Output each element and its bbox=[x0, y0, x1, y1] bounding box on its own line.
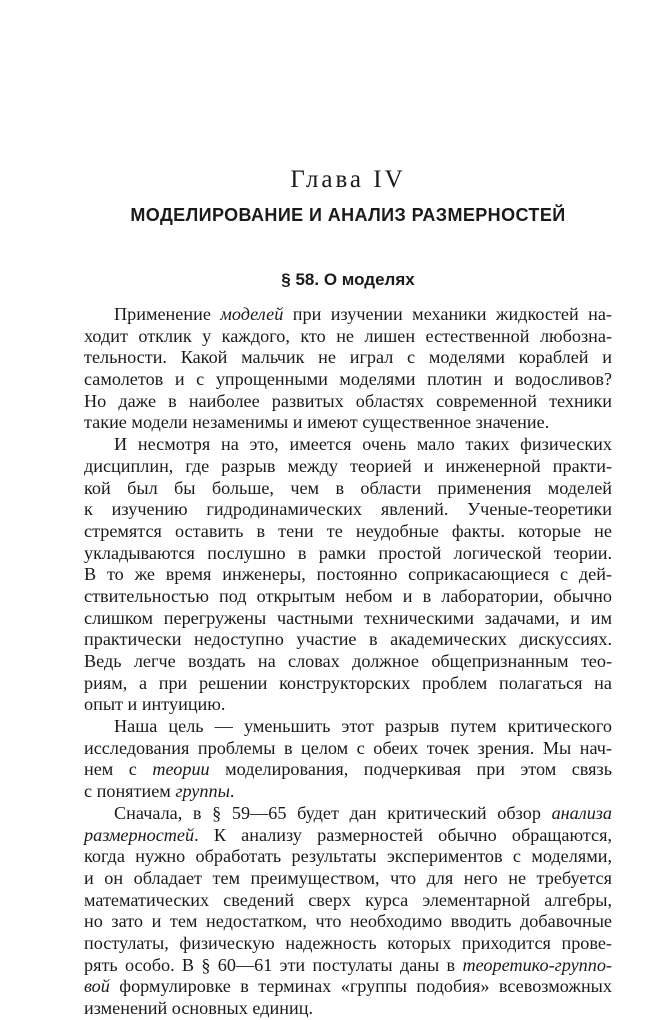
section-title: § 58. О моделях bbox=[281, 270, 415, 289]
text-line: когда нужно обработать результаты экспериментов с моделями, bbox=[84, 846, 612, 867]
text-line: Сначала, в § 59—65 будет дан критический обзор анализа bbox=[114, 802, 612, 823]
text-line: постулаты, физическую надежность которых приходится прове- bbox=[84, 932, 612, 953]
text-line: ходит отклик у каждого, кто не лишен естественной любозна- bbox=[84, 325, 612, 346]
text-line: исследования проблемы в целом с обеих точек зрения. Мы нач- bbox=[84, 737, 612, 758]
text-line: тельности. Какой мальчик не играл с моделями кораблей и bbox=[84, 347, 612, 368]
text-line: Но даже в наиболее развитых областях современной техники bbox=[84, 390, 612, 411]
text-line: с понятием группы. bbox=[84, 781, 235, 802]
text-line: рять особо. В § 60—61 эти постулаты даны в теоретико-группо- bbox=[84, 954, 612, 975]
text-line: Применение моделей при изучении механики жидкостей на- bbox=[114, 304, 612, 324]
text-line: слишком перегружены частными техническими задачами, и им bbox=[84, 607, 612, 628]
chapter-title: МОДЕЛИРОВАНИЕ И АНАЛИЗ РАЗМЕРНОСТЕЙ bbox=[130, 205, 566, 225]
chapter-label: Глава IV bbox=[290, 166, 406, 193]
text-line: Ведь легче воздать на словах должное общепризнанным тео- bbox=[84, 651, 612, 671]
text-line: изменений основных единиц. bbox=[84, 998, 313, 1018]
text-line: но зато и тем недостатком, что необходимо вводить добавочные bbox=[84, 911, 612, 932]
text-line: укладываются послушно в рамки простой логической теории. bbox=[84, 542, 612, 563]
text-line: В то же время инженеры, постоянно соприкасающиеся с дей- bbox=[84, 564, 612, 585]
text-line: нем с теории моделирования, подчеркивая при этом связь bbox=[84, 759, 612, 780]
text-line: размерностей. К анализу размерностей обычно обращаются, bbox=[84, 824, 612, 845]
text-line: риям, а при решении конструкторских проблем полагаться на bbox=[84, 672, 612, 693]
text-line: вой формулировке в терминах «группы подобия» всевозможных bbox=[84, 976, 612, 997]
text-line: кой был бы больше, чем в области применения моделей bbox=[84, 477, 612, 498]
text-line: дисциплин, где разрыв между теорией и инженерной практи- bbox=[84, 455, 612, 476]
text-line: И несмотря на это, имеется очень мало таких физических bbox=[114, 434, 612, 455]
text-line: практически недоступно участие в академических дискуссиях. bbox=[84, 629, 612, 650]
text-line: такие модели незаменимы и имеют существенное значение. bbox=[84, 412, 550, 433]
text-line: математических сведений сверх курса элементарной алгебры, bbox=[84, 889, 612, 910]
text-line: стремятся оставить в тени те неудобные факты. которые не bbox=[84, 520, 612, 541]
text-line: и он обладает тем преимуществом, что для него не требуется bbox=[84, 867, 612, 888]
text-line: к изучению гидродинамических явлений. Ученые-теоретики bbox=[84, 499, 612, 520]
text-line: самолетов и с упрощенными моделями плотин и водосливов? bbox=[84, 369, 612, 390]
text-line: Наша цель — уменьшить этот разрыв путем критического bbox=[114, 716, 612, 737]
body-text bbox=[84, 304, 612, 1020]
text-line: ствительностью под открытым небом и в лаборатории, обычно bbox=[84, 585, 612, 606]
text-line: опыт и интуицию. bbox=[84, 694, 226, 715]
